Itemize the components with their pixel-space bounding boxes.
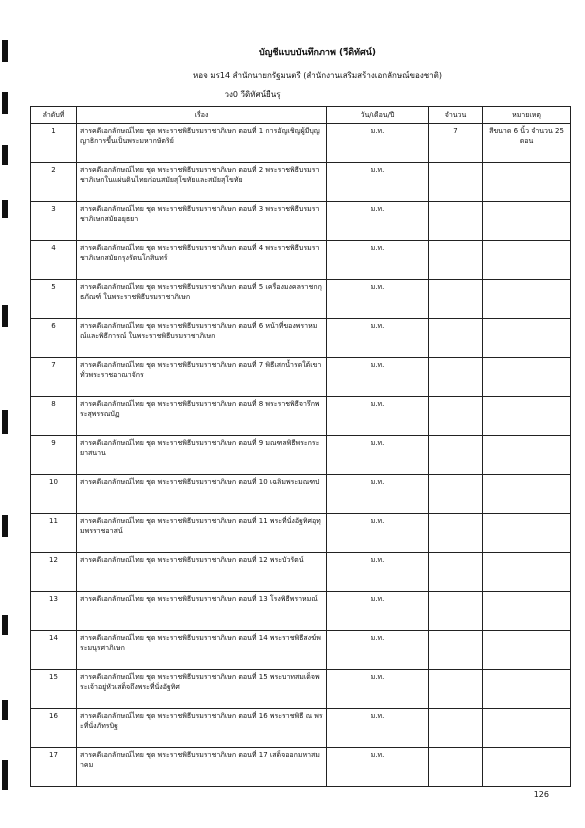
table-header-row (31, 107, 571, 124)
row-subject: สารคดีเอกลักษณ์ไทย ชุด พระราชพิธีบรมราชาภิเษก ตอนที่ 6 หน้าที่ของพราหมณ์และพิธีการณ์ ในพระราชพิธีบรมราชาภิเษก (77, 319, 327, 358)
row-quantity (429, 475, 483, 514)
row-quantity (429, 358, 483, 397)
row-date: ม.ท. (327, 592, 429, 631)
row-number: 13 (31, 592, 77, 631)
table-row (31, 358, 571, 397)
row-quantity (429, 436, 483, 475)
row-remarks (483, 553, 571, 592)
row-remarks (483, 397, 571, 436)
row-subject: สารคดีเอกลักษณ์ไทย ชุด พระราชพิธีบรมราชาภิเษก ตอนที่ 1 การอัญเชิญผู้มีบุญญาธิการขึ้นเป็นพระมหากษัตริย์ (77, 124, 327, 163)
table-row (31, 631, 571, 670)
row-date: ม.ท. (327, 709, 429, 748)
row-number: 4 (31, 241, 77, 280)
row-number: 5 (31, 280, 77, 319)
table-row (31, 280, 571, 319)
scan-edge-mark (2, 305, 8, 327)
register-table (30, 106, 571, 787)
row-date: ม.ท. (327, 319, 429, 358)
row-quantity (429, 709, 483, 748)
row-number: 15 (31, 670, 77, 709)
row-quantity (429, 397, 483, 436)
scan-edge-mark (2, 200, 8, 218)
table-row (31, 397, 571, 436)
row-quantity (429, 514, 483, 553)
row-subject: สารคดีเอกลักษณ์ไทย ชุด พระราชพิธีบรมราชาภิเษก ตอนที่ 9 มณฑลพิธีพระกระยาสนาน (77, 436, 327, 475)
table-row (31, 592, 571, 631)
row-remarks (483, 202, 571, 241)
row-subject: สารคดีเอกลักษณ์ไทย ชุด พระราชพิธีบรมราชาภิเษก ตอนที่ 7 พิธีเสกน้ำรดใต้เขาทั่วพระราชอาณาจักร (77, 358, 327, 397)
row-date: ม.ท. (327, 436, 429, 475)
row-quantity (429, 670, 483, 709)
scan-edge-mark (2, 760, 8, 790)
row-remarks (483, 280, 571, 319)
table-row (31, 514, 571, 553)
row-remarks: สีขนาด 6 นิ้ว จำนวน 25 ตอน (483, 124, 571, 163)
row-number: 8 (31, 397, 77, 436)
column-header-remarks: หมายเหตุ (483, 107, 571, 124)
row-date: ม.ท. (327, 553, 429, 592)
table-row (31, 436, 571, 475)
row-quantity (429, 202, 483, 241)
scan-edge-mark (2, 145, 8, 165)
row-number: 14 (31, 631, 77, 670)
row-subject: สารคดีเอกลักษณ์ไทย ชุด พระราชพิธีบรมราชาภิเษก ตอนที่ 10 เฉลิมพระมณฑป (77, 475, 327, 514)
row-quantity (429, 631, 483, 670)
row-remarks (483, 592, 571, 631)
row-number: 3 (31, 202, 77, 241)
row-date: ม.ท. (327, 670, 429, 709)
row-subject: สารคดีเอกลักษณ์ไทย ชุด พระราชพิธีบรมราชาภิเษก ตอนที่ 12 พระบัวรัตน์ (77, 553, 327, 592)
table-row (31, 319, 571, 358)
table-row (31, 241, 571, 280)
row-number: 7 (31, 358, 77, 397)
page-number: 126 (533, 790, 549, 799)
row-remarks (483, 436, 571, 475)
row-quantity (429, 553, 483, 592)
row-remarks (483, 163, 571, 202)
table-row (31, 670, 571, 709)
document-title: บัญชีแบบบันทึกภาพ (วีดิทัศน์) (259, 48, 376, 58)
row-remarks (483, 241, 571, 280)
row-subject: สารคดีเอกลักษณ์ไทย ชุด พระราชพิธีบรมราชาภิเษก ตอนที่ 8 พระราชพิธีจารึกพระสุพรรณบัฏ (77, 397, 327, 436)
row-date: ม.ท. (327, 475, 429, 514)
row-quantity: 7 (429, 124, 483, 163)
column-header-subject: เรื่อง (77, 107, 327, 124)
row-remarks (483, 709, 571, 748)
row-date: ม.ท. (327, 748, 429, 787)
row-quantity (429, 319, 483, 358)
column-header-number: ลำดับที่ (31, 107, 77, 124)
row-number: 17 (31, 748, 77, 787)
row-subject: สารคดีเอกลักษณ์ไทย ชุด พระราชพิธีบรมราชาภิเษก ตอนที่ 16 พระราชพิธี ณ พระที่นั่งภัทรบิฐ (77, 709, 327, 748)
document-section: วง0 วีดิทัศน์ยืนรุ (224, 90, 281, 99)
row-subject: สารคดีเอกลักษณ์ไทย ชุด พระราชพิธีบรมราชาภิเษก ตอนที่ 14 พระราชพิธีสงฆ์พระมนุรศาภิเษก (77, 631, 327, 670)
row-date: ม.ท. (327, 631, 429, 670)
row-quantity (429, 241, 483, 280)
row-number: 12 (31, 553, 77, 592)
table-row (31, 748, 571, 787)
column-header-date: วัน/เดือน/ปี (327, 107, 429, 124)
table-row (31, 553, 571, 592)
row-subject: สารคดีเอกลักษณ์ไทย ชุด พระราชพิธีบรมราชาภิเษก ตอนที่ 2 พระราชพิธีบรมราชาภิเษกในแผ่นดินไทยก่อนสมัยสุโขทัยและสมัยสุโขทัย (77, 163, 327, 202)
row-subject: สารคดีเอกลักษณ์ไทย ชุด พระราชพิธีบรมราชาภิเษก ตอนที่ 4 พระราชพิธีบรมราชาภิเษกสมัยกรุงรัตนโกสินทร์ (77, 241, 327, 280)
row-subject: สารคดีเอกลักษณ์ไทย ชุด พระราชพิธีบรมราชาภิเษก ตอนที่ 5 เครื่องมงคลราชกกุธภัณฑ์ ในพระราชพิธีบรมราชาภิเษก (77, 280, 327, 319)
row-date: ม.ท. (327, 241, 429, 280)
scan-edge-mark (2, 40, 8, 62)
row-remarks (483, 319, 571, 358)
row-subject: สารคดีเอกลักษณ์ไทย ชุด พระราชพิธีบรมราชาภิเษก ตอนที่ 17 เสด็จออกมหาสมาคม (77, 748, 327, 787)
row-remarks (483, 748, 571, 787)
table-row (31, 709, 571, 748)
row-remarks (483, 514, 571, 553)
row-date: ม.ท. (327, 202, 429, 241)
row-number: 2 (31, 163, 77, 202)
table-row (31, 124, 571, 163)
scan-edge-mark (2, 410, 8, 434)
row-date: ม.ท. (327, 124, 429, 163)
row-number: 16 (31, 709, 77, 748)
row-number: 11 (31, 514, 77, 553)
row-date: ม.ท. (327, 163, 429, 202)
row-remarks (483, 670, 571, 709)
scan-edge-mark (2, 700, 8, 720)
table-row (31, 163, 571, 202)
row-subject: สารคดีเอกลักษณ์ไทย ชุด พระราชพิธีบรมราชาภิเษก ตอนที่ 15 พระบาทสมเด็จพระเจ้าอยู่หัวเสด็จถึงพระที่นั่งอัฐทิศ (77, 670, 327, 709)
row-remarks (483, 475, 571, 514)
row-quantity (429, 592, 483, 631)
row-date: ม.ท. (327, 514, 429, 553)
row-number: 1 (31, 124, 77, 163)
scan-edge-mark (2, 615, 8, 635)
row-quantity (429, 280, 483, 319)
row-quantity (429, 748, 483, 787)
document-subtitle: หอจ มร14 สำนักนายกรัฐมนตรี (สำนักงานเสริมสร้างเอกลักษณ์ของชาติ) (193, 71, 442, 80)
row-number: 9 (31, 436, 77, 475)
row-number: 6 (31, 319, 77, 358)
scan-edge-mark (2, 515, 8, 537)
row-date: ม.ท. (327, 280, 429, 319)
row-subject: สารคดีเอกลักษณ์ไทย ชุด พระราชพิธีบรมราชาภิเษก ตอนที่ 11 พระที่นั่งอัฐทิศอุทุมพรราชอาสน์ (77, 514, 327, 553)
row-remarks (483, 358, 571, 397)
row-subject: สารคดีเอกลักษณ์ไทย ชุด พระราชพิธีบรมราชาภิเษก ตอนที่ 3 พระราชพิธีบรมราชาภิเษกสมัยอยุธยา (77, 202, 327, 241)
row-quantity (429, 163, 483, 202)
table-row (31, 202, 571, 241)
column-header-quantity: จำนวน (429, 107, 483, 124)
row-date: ม.ท. (327, 358, 429, 397)
row-date: ม.ท. (327, 397, 429, 436)
row-subject: สารคดีเอกลักษณ์ไทย ชุด พระราชพิธีบรมราชาภิเษก ตอนที่ 13 โรงพิธีพราหมณ์ (77, 592, 327, 631)
row-number: 10 (31, 475, 77, 514)
row-remarks (483, 631, 571, 670)
table-row (31, 475, 571, 514)
